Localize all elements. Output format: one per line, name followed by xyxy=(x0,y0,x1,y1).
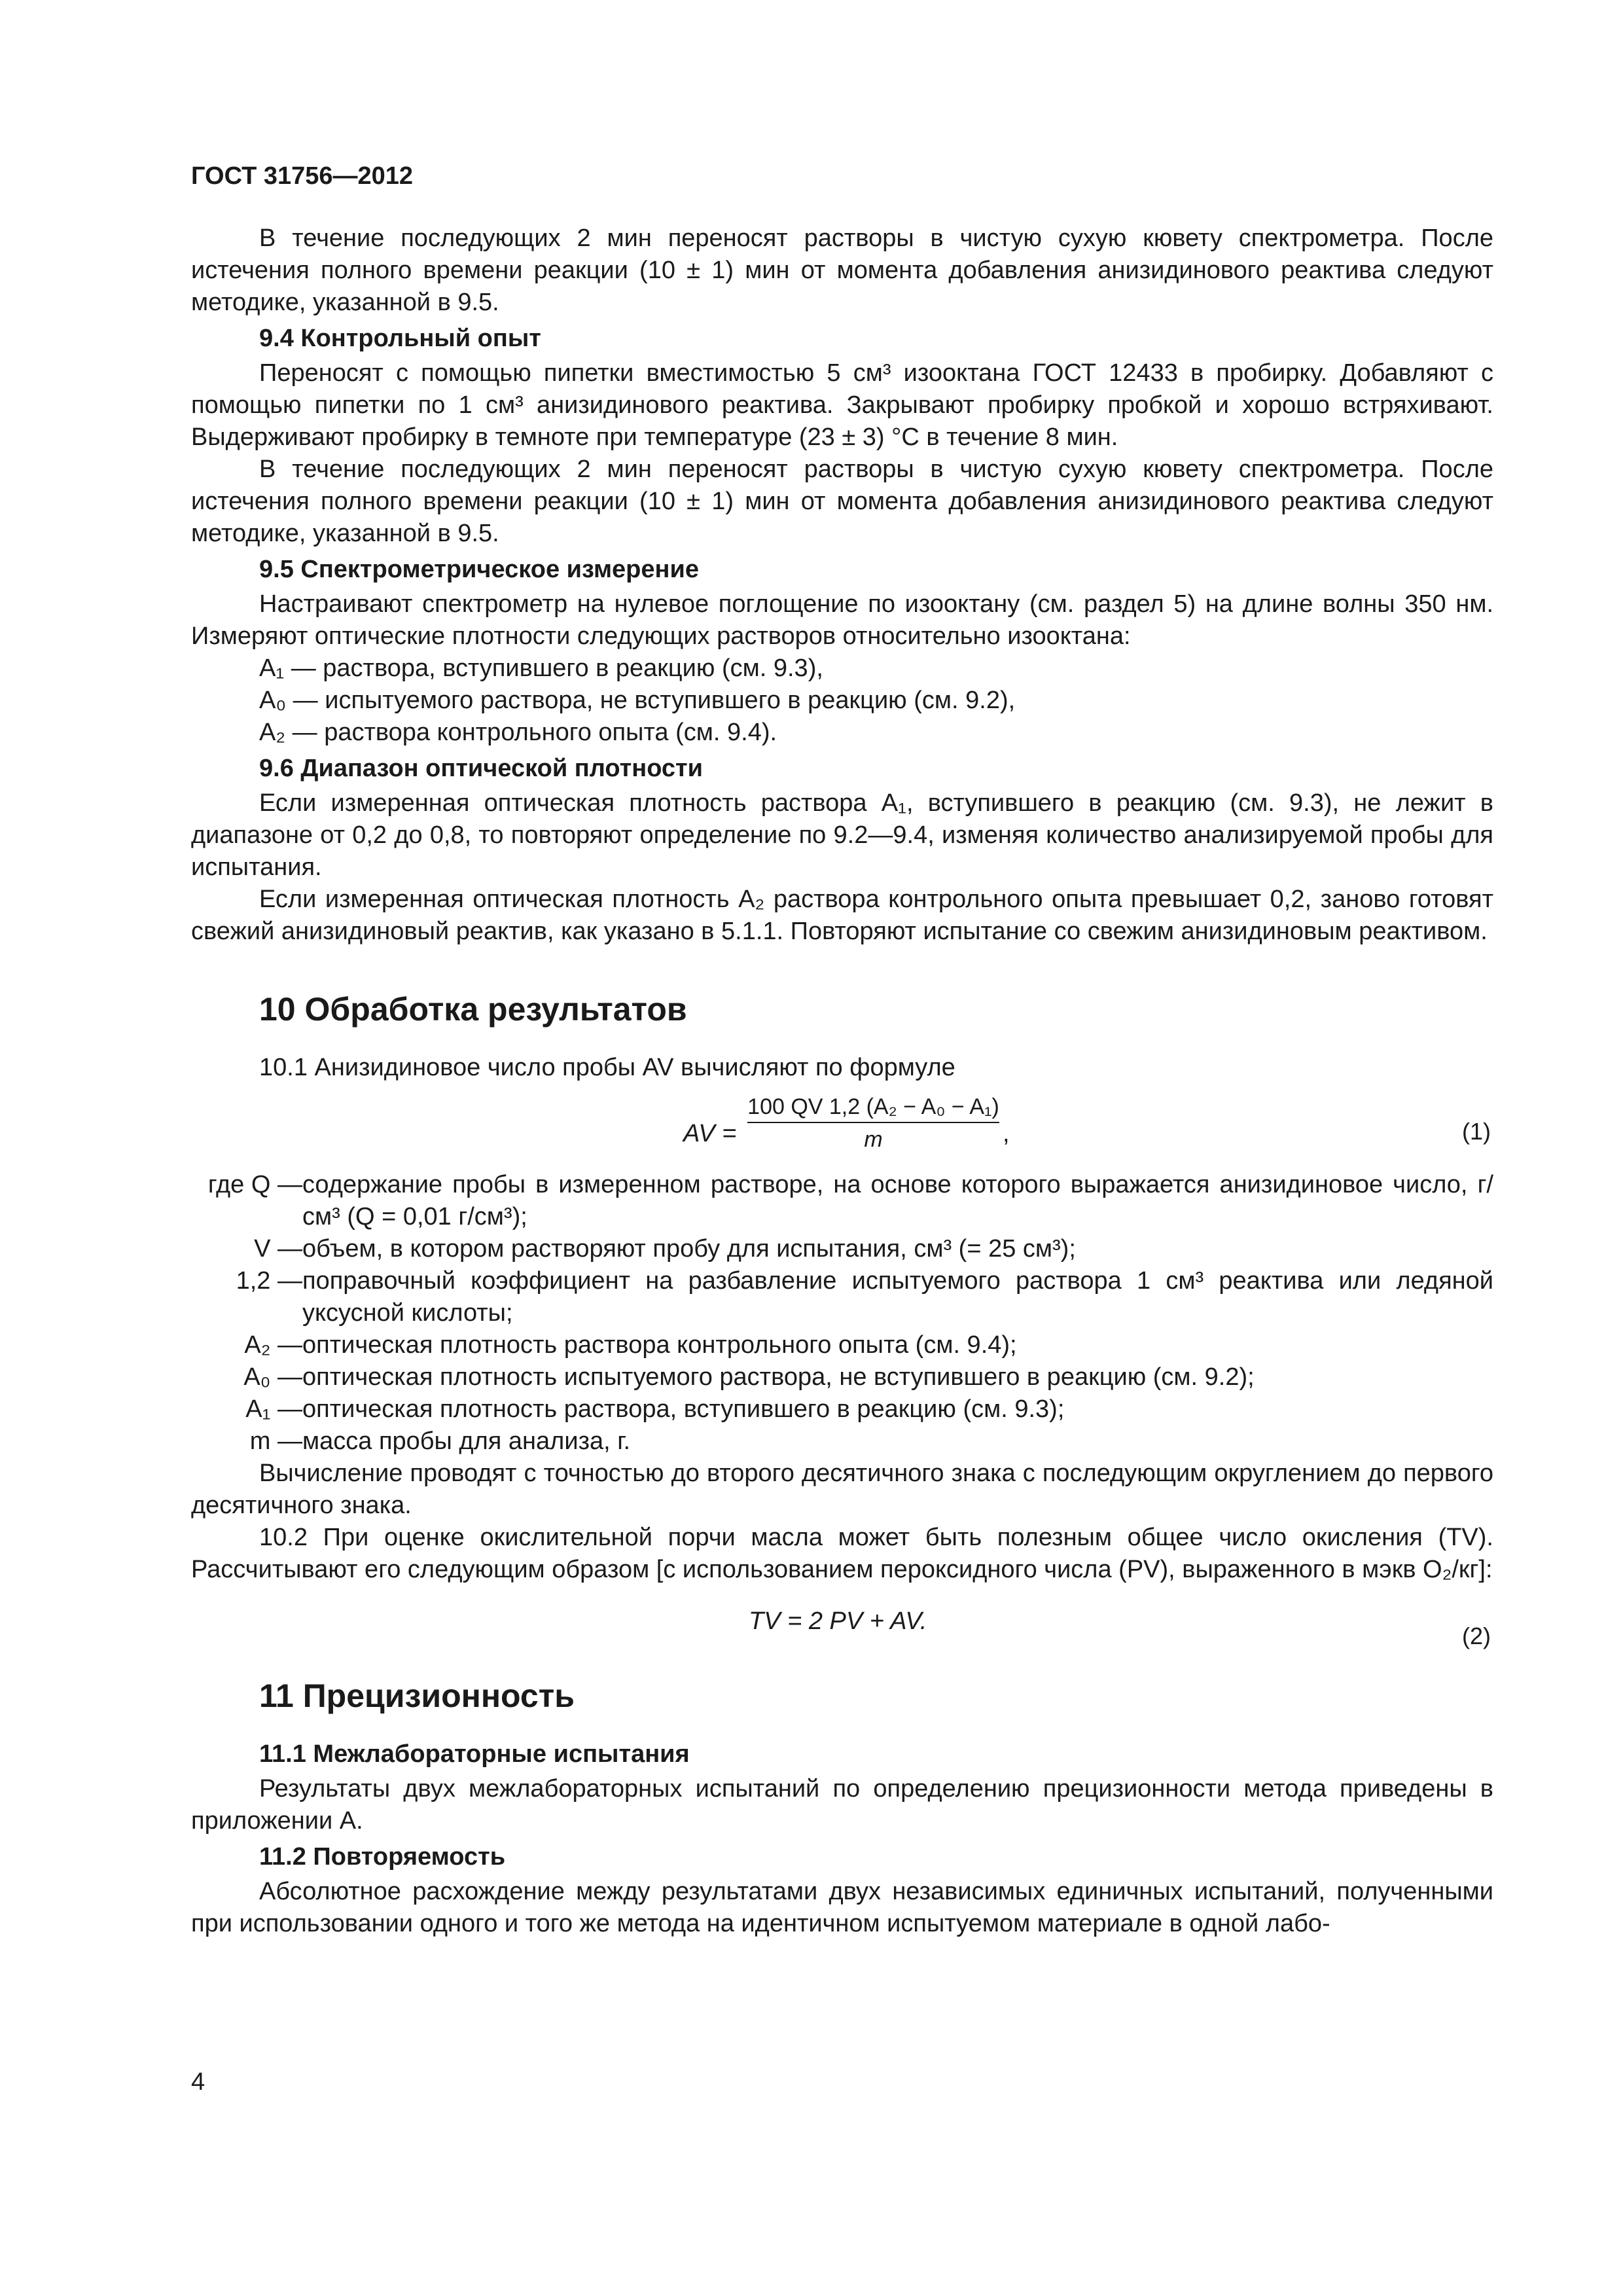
paragraph: Если измеренная оптическая плотность раствора A₁, вступившего в реакцию (см. 9.3), не лежит в диапазоне от 0,2 до 0,8, то повторяют определение по 9.2—9.4, изменяя количество анализируемой пробы для испытания. xyxy=(191,789,1493,881)
paragraph: Переносят с помощью пипетки вместимостью 5 см³ изооктана ГОСТ 12433 в пробирку. Добавляют с помощью пипетки по 1 см³ анизидинового реактива. Закрывают пробирку пробкой и хорошо встряхивают. Выдерживают пробирку в темноте при температуре (23 ± 3) °С в течение 8 мин. xyxy=(191,359,1493,451)
paragraph: Вычисление проводят с точностью до второго десятичного знака с последующим округлением до первого десятичного знака. xyxy=(191,1460,1493,1519)
subsection-heading-11-1: 11.1 Межлабораторные испытания xyxy=(259,1740,690,1768)
legend-symbol: где Q — xyxy=(207,1171,302,1198)
subsection-heading-11-2: 11.2 Повторяемость xyxy=(259,1843,506,1871)
document-body xyxy=(191,223,1493,1940)
subsection-heading-9-5: 9.5 Спектрометрическое измерение xyxy=(259,556,699,583)
legend-symbol: 1,2 — xyxy=(236,1267,302,1295)
legend-text: содержание пробы в измеренном растворе, на основе которого выражается анизидиновое число, г/см³ (Q = 0,01 г/см³); xyxy=(302,1171,1493,1230)
formula-denominator: m xyxy=(864,1127,883,1152)
legend-text: оптическая плотность раствора контрольного опыта (см. 9.4); xyxy=(302,1331,1017,1359)
legend-symbol: A₁ — xyxy=(245,1395,302,1423)
legend-text: оптическая плотность испытуемого раствора, не вступившего в реакцию (см. 9.2); xyxy=(302,1363,1255,1391)
paragraph: 10.2 При оценке окислительной порчи масла может быть полезным общее число окисления (TV). Рассчитывают его следующим образом [с использованием пероксидного числа (PV), выраженного в мэкв O₂/кг]: xyxy=(191,1524,1493,1583)
legend-symbol: V — xyxy=(254,1235,302,1263)
legend-text: оптическая плотность раствора, вступившего в реакцию (см. 9.3); xyxy=(302,1395,1065,1423)
page-number: 4 xyxy=(191,2068,205,2096)
list-item: A₀ — испытуемого раствора, не вступившего в реакцию (см. 9.2), xyxy=(259,687,1016,714)
paragraph: Если измеренная оптическая плотность A₂ раствора контрольного опыта превышает 0,2, заново готовят свежий анизидиновый реактив, как указано в 5.1.1. Повторяют испытание со свежим анизидиновым реактивом. xyxy=(191,886,1493,945)
legend-text: объем, в котором растворяют пробу для испытания, см³ (= 25 см³); xyxy=(302,1235,1076,1263)
list-item: A₂ — раствора контрольного опыта (см. 9.4). xyxy=(259,719,777,746)
paragraph: В течение последующих 2 мин переносят растворы в чистую сухую кювету спектрометра. После истечения полного времени реакции (10 ± 1) мин от момента добавления анизидинового реактива следуют методике, указанной в 9.5. xyxy=(191,456,1493,547)
section-heading-11: 11 Прецизионность xyxy=(259,1677,575,1714)
legend-symbol: A₂ — xyxy=(244,1331,302,1359)
paragraph: Абсолютное расхождение между результатами двух независимых единичных испытаний, полученными при использовании одного и того же метода на идентичном испытуемом материале в одной лабо- xyxy=(191,1878,1493,1937)
subsection-heading-9-6: 9.6 Диапазон оптической плотности xyxy=(259,755,704,782)
paragraph: 10.1 Анизидиновое число пробы AV вычисляют по формуле xyxy=(259,1054,955,1081)
subsection-heading-9-4: 9.4 Контрольный опыт xyxy=(259,325,541,352)
legend-symbol: m — xyxy=(249,1427,302,1455)
formula-1 xyxy=(191,1089,1493,1161)
formula-lhs: AV = xyxy=(683,1120,737,1147)
paragraph: Результаты двух межлабораторных испытаний по определению прецизионности метода приведены в приложении А. xyxy=(191,1775,1493,1835)
equation-number: (2) xyxy=(1462,1623,1491,1649)
formula-fraction xyxy=(747,1093,999,1153)
list-item: A₁ — раствора, вступившего в реакцию (см. 9.3), xyxy=(259,655,823,682)
formula-comma: , xyxy=(1003,1120,1010,1147)
paragraph: Настраивают спектрометр на нулевое поглощение по изооктану (см. раздел 5) на длине волны 350 нм. Измеряют оптические плотности следующих растворов относительно изооктана: xyxy=(191,590,1493,650)
page-header: ГОСТ 31756—2012 xyxy=(191,162,414,190)
equation-number: (1) xyxy=(1462,1118,1491,1145)
paragraph: В течение последующих 2 мин переносят растворы в чистую сухую кювету спектрометра. После истечения полного времени реакции (10 ± 1) мин от момента добавления анизидинового реактива следуют методике, указанной в 9.5. xyxy=(191,224,1493,316)
formula-2 xyxy=(191,1594,1493,1649)
legend-text: масса пробы для анализа, г. xyxy=(302,1427,631,1455)
section-heading-10: 10 Обработка результатов xyxy=(259,991,687,1028)
formula-expression: TV = 2 PV + AV. xyxy=(749,1607,927,1635)
formula-legend xyxy=(191,1169,1493,1458)
formula-numerator: 100 QV 1,2 (A₂ − A₀ − A₁) xyxy=(747,1093,999,1123)
legend-text: поправочный коэффициент на разбавление испытуемого раствора 1 см³ реактива или ледяной уксусной кислоты; xyxy=(302,1267,1493,1327)
legend-symbol: A₀ — xyxy=(243,1363,302,1391)
